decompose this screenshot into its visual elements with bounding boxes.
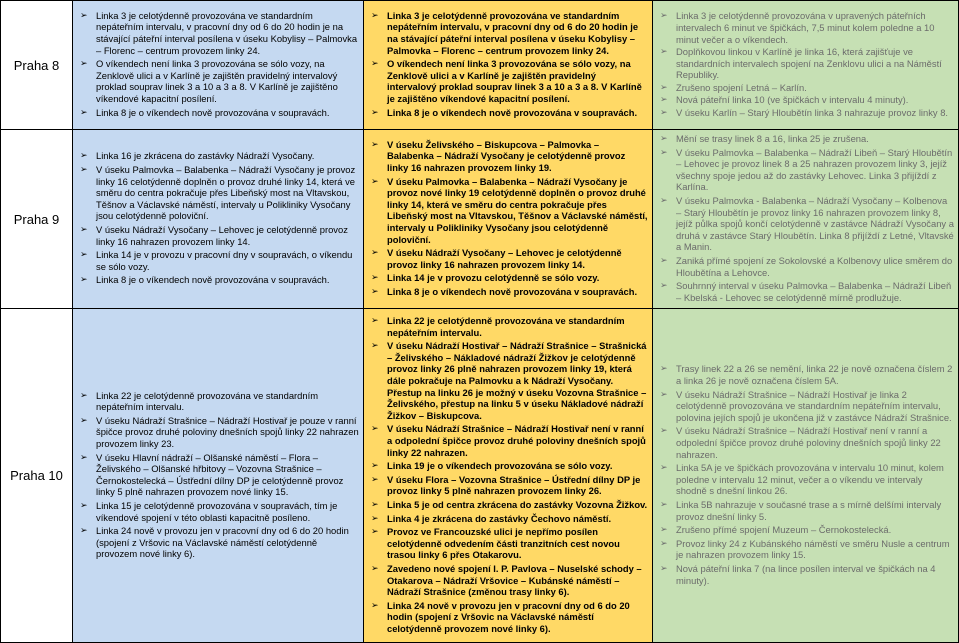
arrow-bullet-icon: ➢ (80, 389, 88, 400)
table-row (1, 309, 959, 643)
list-item: ➢ Linka 5 je od centra zkrácena do zastávky Vozovna Žižkov. (371, 499, 648, 510)
list-item: ➢ Linka 14 je v provozu celotýdenně se sólo vozy. (371, 272, 600, 284)
arrow-bullet-icon: ➢ (371, 599, 379, 610)
list-item: ➢ V úseku Nádraží Strašnice – Nádraží Hostivař není v ranní a odpolední špičce provoz druhé poloviny dnešních spojů linky 22 nahrazen. (371, 423, 646, 458)
list-item: ➢ V úseku Nádraží Hostivař – Nádraží Strašnice – Strašnická – Želivského – Nákladové nádraží Žižkov je celotýdenně provoz linky 26 plně nahrazen provozem linky 19, která dále pokračuje na Palmovku a k Nádraží Vysočany. Přestup na linku 26 je možný v úseku Vozovna Strašnice – Želivského, přestup na linku 5 v úseku Nákladové nádraží Žižkov – Biskupcova. (371, 340, 647, 421)
variant-a-cell (364, 1, 653, 130)
list-item: ➢ Nová páteřní linka 7 (na lince posílen interval ve špičkách na 4 minuty). (660, 562, 936, 586)
arrow-bullet-icon: ➢ (660, 10, 668, 21)
table-row (1, 1, 959, 130)
list-item: ➢ O víkendech není linka 3 provozována se sólo vozy, na Zenklově ulici a v Karlíně je zajištěn pravidelný intervalový proklad souprav linek 3 a 10 a 3 a 8. V Karlíně je zajištěno víkendové kapacitní posílení. (371, 58, 642, 104)
variant-b-cell (653, 309, 959, 643)
list-item: ➢ V úseku Nádraží Strašnice – Nádraží Hostivař je pouze v ranní špičce provoz druhé poloviny dnešních spojů linky 22 nahrazen provozem linky 23. (80, 414, 359, 450)
arrow-bullet-icon: ➢ (660, 194, 668, 205)
list-item: ➢ Linka 15 je celotýdenně provozována v soupravách, tím je víkendové spojení v této oblasti kapacitně posíleno. (80, 500, 338, 523)
list-item: ➢ Linka 8 je o víkendech nově provozována v soupravách. (371, 285, 638, 297)
arrow-bullet-icon: ➢ (80, 525, 88, 536)
bullet-list (653, 130, 958, 308)
arrow-bullet-icon: ➢ (371, 526, 379, 537)
arrow-bullet-icon: ➢ (660, 254, 668, 265)
bullet-list (73, 387, 363, 565)
list-item: ➢ Linka 4 je zkrácena do zastávky Čechovo náměstí. (371, 512, 612, 524)
arrow-bullet-icon: ➢ (660, 107, 668, 118)
list-item: ➢ V úseku Karlín – Starý Hloubětín linka 3 nahrazuje provoz linky 8. (660, 107, 949, 119)
bullet-list (364, 136, 652, 303)
list-item: ➢ V úseku Nádraží Vysočany – Lehovec je celotýdenně provoz linky 16 nahrazen provozem linky 14. (371, 247, 622, 270)
arrow-bullet-icon: ➢ (371, 138, 379, 149)
list-item: ➢ Linka 3 je celotýdenně provozována ve standardním nepáteřním intervalu, v pracovní dny od 6 do 20 hodin je na stávající páteřní interval posílena v úseku Kobylisy – Palmovka – Florenc – centrum provozem linky 24. (371, 9, 639, 56)
list-item: ➢ Linka 24 nově v provozu jen v pracovní dny od 6 do 20 hodin (spojení z Vršovic na Václavské náměstí celotýdenně provozem nové linky 6). (371, 599, 630, 634)
arrow-bullet-icon: ➢ (371, 562, 379, 573)
arrow-bullet-icon: ➢ (80, 414, 88, 425)
list-item: ➢ Linka 3 je celotýdenně provozována ve standardním nepáteřním intervalu, v pracovní dny od 6 do 20 hodin je na stávající páteřní interval posílena v úseku Kobylisy – Palmovka – Florenc – centrum provozem linky 24. (80, 9, 358, 56)
arrow-bullet-icon: ➢ (80, 249, 88, 260)
list-item: ➢ Provoz ve Francouzské ulici je nepřímo posílen celotýdenně odvedením části tranzitních cest novou trasou linky 6 přes Otakarovu. (371, 526, 620, 561)
list-item: ➢ Linka 5A je ve špičkách provozována v intervalu 10 minut, kolem poledne v intervalu 12 minut, večer a o víkendu ve intervaly shodně s dnešní linkou 26. (660, 462, 944, 497)
list-item: ➢ Doplňkovou linkou v Karlíně je linka 16, která zajišťuje ve standardních intervalech spojení na Zenklovu ulici a na Náměstí Republiky. (660, 46, 942, 81)
arrow-bullet-icon: ➢ (371, 423, 379, 434)
list-item: ➢ Nová páteřní linka 10 (ve špičkách v intervalu 4 minuty). (660, 94, 909, 106)
arrow-bullet-icon: ➢ (371, 106, 379, 117)
list-item: ➢ Linka 14 je v provozu v pracovní dny v soupravách, o víkendu se sólo vozy. (80, 249, 353, 272)
list-item: ➢ Linka 22 je celotýdenně provozována ve standardním nepáteřním intervalu. (80, 389, 319, 413)
arrow-bullet-icon: ➢ (371, 315, 379, 326)
arrow-bullet-icon: ➢ (371, 460, 379, 471)
current-state-cell (73, 130, 364, 309)
list-item: ➢ Linka 5B nahrazuje v současné trase a s mírně delšími intervaly provoz dnešní linky 5. (660, 499, 942, 522)
list-item: ➢ V úseku Želivského – Biskupcova – Palmovka – Balabenka – Nádraží Vysočany je celotýdenně provoz linky 16 nahrazen provozem linky 19. (371, 138, 626, 173)
arrow-bullet-icon: ➢ (371, 9, 379, 20)
list-item: ➢ V úseku Palmovka – Balabenka – Nádraží Vysočany je provoz linky 16 celotýdenně doplněn o provoz druhé linky 14, která ve směru do centra pokračuje přes Libeňský most na Vltavskou, Těšnov a Václavské náměstí, intervaly u Polikliniky Vysočany jsou celotýdenně poloviční. (80, 163, 356, 222)
list-item: ➢ Linka 8 je o víkendech nově provozována v soupravách. (371, 106, 638, 118)
current-state-cell (73, 1, 364, 130)
list-item: ➢ Zrušeno přímé spojení Muzeum – Černokostelecká. (660, 524, 892, 536)
list-item: ➢ V úseku Nádraží Strašnice – Nádraží Hostivař je linka 2 celotýdenně provozována ve standardním nepáteřním intervalu, polovina jejích spojů je ukončena již v zastávce Nádraží Strašnice. (660, 388, 952, 423)
arrow-bullet-icon: ➢ (371, 473, 379, 484)
arrow-bullet-icon: ➢ (371, 285, 379, 296)
list-item: ➢ Linka 8 je o víkendech nově provozována v soupravách. (80, 106, 330, 118)
arrow-bullet-icon: ➢ (80, 9, 88, 20)
arrow-bullet-icon: ➢ (371, 272, 379, 283)
bullet-list (73, 7, 363, 123)
arrow-bullet-icon: ➢ (371, 175, 379, 186)
district-label: Praha 9 (1, 130, 73, 309)
arrow-bullet-icon: ➢ (660, 425, 668, 436)
arrow-bullet-icon: ➢ (80, 274, 88, 285)
arrow-bullet-icon: ➢ (80, 163, 88, 174)
list-item: ➢ V úseku Palmovka - Balabenka – Nádraží Vysočany – Kolbenova – Starý Hloubětín je provoz linky 16 nahrazen provozem linky 8, jejíž půlka spojů končí celotýdenně v zastávce Nádraží Vysočany a druhá v zastávce Starý Hloubětín. Linka 8 přijíždí z Letné, Vltavské a Manin. (660, 194, 954, 253)
arrow-bullet-icon: ➢ (80, 223, 88, 234)
arrow-bullet-icon: ➢ (660, 280, 668, 291)
arrow-bullet-icon: ➢ (660, 133, 668, 143)
arrow-bullet-icon: ➢ (371, 512, 379, 523)
arrow-bullet-icon: ➢ (80, 106, 88, 117)
current-state-cell (73, 309, 364, 643)
list-item: ➢ Zrušeno spojení Letná – Karlín. (660, 81, 807, 93)
bullet-list (364, 7, 652, 123)
variant-b-cell (653, 1, 959, 130)
variant-a-cell (364, 309, 653, 643)
list-item: ➢ Linka 19 je o víkendech provozována se sólo vozy. (371, 460, 613, 472)
table-row (1, 130, 959, 309)
list-item: ➢ Linka 3 je celotýdenně provozována v upravených páteřních intervalech 6 minut ve špičkách, 7,5 minut kolem poledne a 10 minut večer a o víkendech. (660, 10, 935, 45)
arrow-bullet-icon: ➢ (371, 58, 379, 69)
arrow-bullet-icon: ➢ (660, 146, 668, 157)
arrow-bullet-icon: ➢ (80, 451, 88, 462)
bullet-list (364, 312, 652, 639)
arrow-bullet-icon: ➢ (660, 363, 668, 374)
list-item: ➢ V úseku Palmovka – Balabenka – Nádraží Libeň – Starý Hloubětín – Lehovec je provoz linek 8 a 25 nahrazen provozem linky 3, jejíž všechny spoje jedou až do zastávky Lehovec. Linka 3 přijíždí z Karlína. (660, 146, 953, 193)
district-label: Praha 10 (1, 309, 73, 643)
list-item: ➢ Linka 22 je celotýdenně provozována ve standardním nepáteřním intervalu. (371, 315, 625, 338)
arrow-bullet-icon: ➢ (660, 499, 668, 509)
list-item: ➢ V úseku Flora – Vozovna Strašnice – Ústřední dílny DP je provoz linky 5 plně nahrazen provozem linky 26. (371, 473, 641, 497)
arrow-bullet-icon: ➢ (660, 388, 668, 399)
list-item: ➢ Provoz linky 24 z Kubánského náměstí ve směru Nusle a centrum je nahrazen provozem linky 15. (660, 537, 950, 561)
list-item: ➢ O víkendech není linka 3 provozována se sólo vozy, na Zenklově ulici a v Karlíně je zajištěn pravidelný intervalový proklad souprav linek 3 a 10 a 3 a 8. V Karlíně je zajištěno víkendové kapacitní posílení. (80, 58, 338, 104)
bullet-list (653, 360, 958, 591)
arrow-bullet-icon: ➢ (371, 499, 379, 509)
list-item: ➢ Souhrnný interval v úseku Palmovka – Balabenka – Nádraží Libeň – Kbelská - Lehovec se celotýdenně mírně prodlužuje. (660, 280, 952, 303)
list-item: ➢ V úseku Nádraží Vysočany – Lehovec je celotýdenně provoz linky 16 nahrazen provozem linky 14. (80, 223, 348, 247)
arrow-bullet-icon: ➢ (660, 94, 668, 105)
variant-b-cell (653, 130, 959, 309)
bullet-list (73, 147, 363, 291)
arrow-bullet-icon: ➢ (660, 524, 668, 535)
arrow-bullet-icon: ➢ (371, 340, 379, 351)
list-item: ➢ V úseku Nádraží Strašnice – Nádraží Hostivař není v ranní a odpolední špičce provoz druhé poloviny dnešních spojů linky 22 nahrazen. (660, 425, 941, 460)
arrow-bullet-icon: ➢ (80, 58, 88, 69)
arrow-bullet-icon: ➢ (371, 247, 379, 258)
list-item: ➢ Trasy linek 22 a 26 se nemění, linka 22 je nově označena číslem 2 a linka 26 je nově označena číslem 5A. (660, 363, 953, 387)
arrow-bullet-icon: ➢ (660, 537, 668, 548)
list-item: ➢ Linka 8 je o víkendech nově provozována v soupravách. (80, 274, 330, 286)
list-item: ➢ V úseku Hlavní nádraží – Olšanské náměstí – Flora – Želivského – Olšanské hřbitovy – Vozovna Strašnice – Černokostelecká – Ústřední dílny DP je celotýdenně provoz linky 5 plně nahrazen provozem nové linky 15. (80, 451, 344, 498)
list-item: ➢ Zavedeno nové spojení I. P. Pavlova – Nuselské schody – Otakarova – Nádraží Vršovice – Kubánské náměstí – Nádraží Strašnice (změnou trasy linky 6). (371, 562, 642, 598)
arrow-bullet-icon: ➢ (660, 81, 668, 92)
arrow-bullet-icon: ➢ (660, 462, 668, 473)
variant-a-cell (364, 130, 653, 309)
district-label: Praha 8 (1, 1, 73, 130)
list-item: ➢ V úseku Palmovka – Balabenka – Nádraží Vysočany je provoz nové linky 19 celotýdenně doplněn o provoz druhé linky 14, která ve směru do centra pokračuje přes Libeňský most na Vltavskou, Těšnov a Václavské náměstí, intervaly u Polikliniky Vysočany jsou celotýdenně poloviční. (371, 175, 648, 245)
list-item: ➢ Zaniká přímé spojení ze Sokolovské a Kolbenovy ulice směrem do Hloubětína a Lehovce. (660, 254, 953, 278)
arrow-bullet-icon: ➢ (660, 46, 668, 57)
arrow-bullet-icon: ➢ (80, 150, 88, 161)
list-item: ➢ Mění se trasy linek 8 a 16, linka 25 je zrušena. (660, 133, 869, 144)
arrow-bullet-icon: ➢ (80, 500, 88, 510)
list-item: ➢ Linka 16 je zkrácena do zastávky Nádraží Vysočany. (80, 150, 315, 162)
arrow-bullet-icon: ➢ (660, 562, 668, 573)
list-item: ➢ Linka 24 nově v provozu jen v pracovní dny od 6 do 20 hodin (spojení z Vršovic na Václavské náměstí celotýdenně provozem nové linky 6). (80, 525, 349, 560)
bullet-list (653, 7, 958, 122)
